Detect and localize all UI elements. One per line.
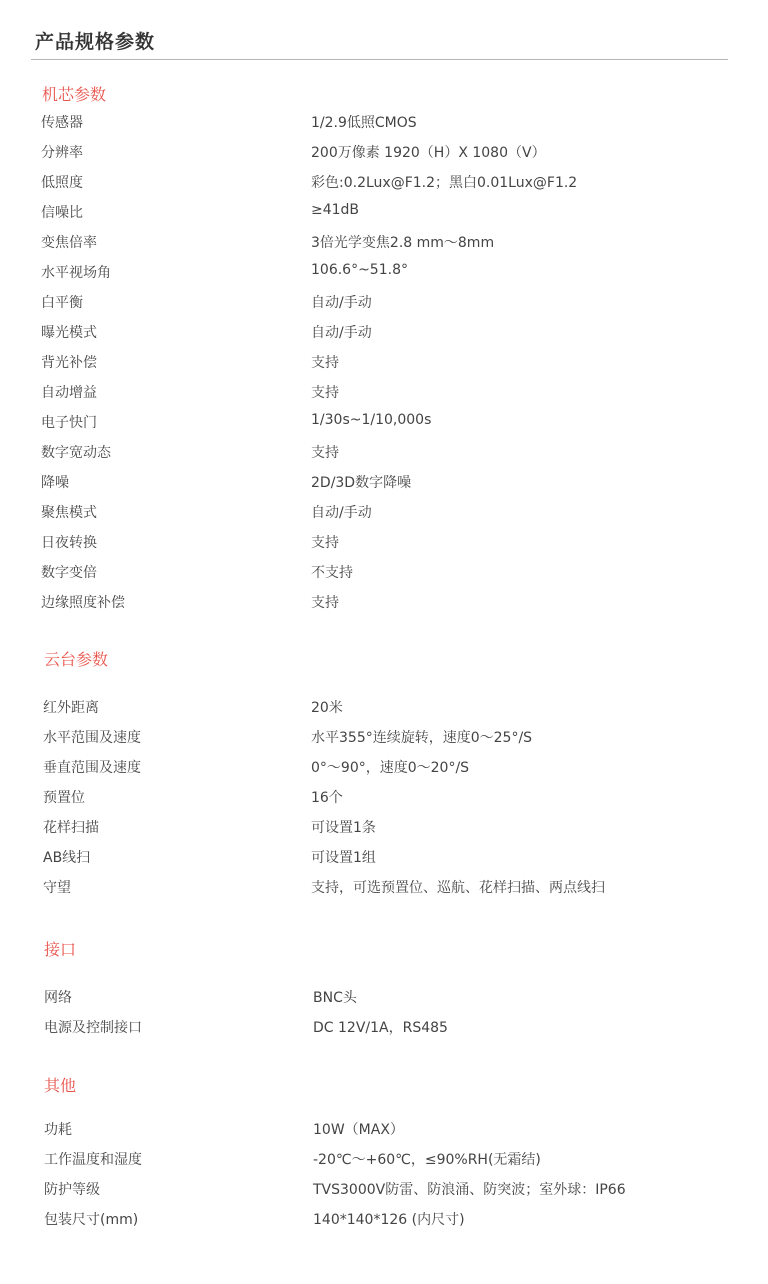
- spec-row: [44, 1179, 744, 1209]
- spec-label: 网络: [44, 990, 72, 1006]
- spec-row: [41, 412, 741, 442]
- spec-row: [41, 112, 741, 142]
- spec-row: [41, 472, 741, 502]
- spec-value: BNC头: [313, 990, 357, 1006]
- spec-value: 支持: [311, 385, 339, 401]
- spec-value: 支持: [311, 445, 339, 461]
- spec-value: 水平355°连续旋转，速度0～25°/S: [311, 730, 533, 746]
- spec-row: [41, 352, 741, 382]
- spec-label: 电源及控制接口: [44, 1020, 142, 1036]
- spec-value: 10W（MAX）: [313, 1122, 404, 1138]
- spec-row: [43, 697, 743, 727]
- spec-label: 防护等级: [44, 1182, 100, 1198]
- spec-row: [43, 727, 743, 757]
- spec-value: 可设置1组: [311, 850, 376, 866]
- spec-label: 预置位: [43, 790, 85, 806]
- spec-label: 分辨率: [41, 145, 83, 161]
- spec-label: 数字宽动态: [41, 445, 111, 461]
- spec-value: 支持: [311, 355, 339, 371]
- spec-row: [44, 987, 744, 1017]
- spec-label: 电子快门: [41, 415, 97, 431]
- spec-row: [41, 532, 741, 562]
- section-heading-other: 其他: [44, 1076, 77, 1095]
- spec-label: 垂直范围及速度: [43, 760, 141, 776]
- spec-label: 背光补偿: [41, 355, 97, 371]
- spec-row: [43, 787, 743, 817]
- spec-label: 花样扫描: [43, 820, 99, 836]
- spec-value: DC 12V/1A，RS485: [313, 1020, 448, 1036]
- spec-label: 包装尺寸(mm): [44, 1212, 139, 1228]
- spec-value: 支持: [311, 595, 339, 611]
- spec-value: 彩色:0.2Lux@F1.2；黑白0.01Lux@F1.2: [311, 175, 578, 191]
- spec-label: 水平范围及速度: [43, 730, 141, 746]
- spec-value: 140*140*126 (内尺寸): [313, 1212, 465, 1228]
- spec-label: 传感器: [41, 115, 83, 131]
- spec-value: 2D/3D数字降噪: [311, 475, 412, 491]
- spec-value: ≥41dB: [311, 202, 360, 218]
- spec-row: [41, 382, 741, 412]
- spec-value: 1/2.9低照CMOS: [311, 115, 417, 131]
- spec-value: 1/30s~1/10,000s: [311, 412, 432, 428]
- spec-row: [41, 442, 741, 472]
- spec-label: 工作温度和湿度: [44, 1152, 142, 1168]
- spec-row: [43, 847, 743, 877]
- spec-value: 自动/手动: [311, 505, 372, 521]
- spec-value: 支持: [311, 535, 339, 551]
- spec-row: [43, 757, 743, 787]
- spec-label: 曝光模式: [41, 325, 97, 341]
- spec-label: 守望: [43, 880, 71, 896]
- spec-row: [41, 142, 741, 172]
- section-heading-ptz: 云台参数: [44, 650, 109, 669]
- spec-value: 20米: [311, 700, 343, 716]
- title-divider: [31, 59, 728, 60]
- spec-row: [41, 502, 741, 532]
- spec-value: 106.6°~51.8°: [311, 262, 408, 278]
- spec-row: [41, 562, 741, 592]
- spec-row: [43, 877, 743, 907]
- spec-row: [44, 1017, 744, 1047]
- section-heading-interface: 接口: [44, 940, 77, 959]
- spec-label: 功耗: [44, 1122, 72, 1138]
- spec-label: 数字变倍: [41, 565, 97, 581]
- spec-label: AB线扫: [43, 850, 91, 866]
- spec-row: [41, 322, 741, 352]
- spec-value: 0°～90°，速度0～20°/S: [311, 760, 470, 776]
- spec-row: [41, 292, 741, 322]
- spec-row: [41, 232, 741, 262]
- spec-value: 支持，可选预置位、巡航、花样扫描、两点线扫: [311, 880, 605, 896]
- spec-row: [41, 202, 741, 232]
- section-heading-core: 机芯参数: [42, 85, 107, 104]
- spec-label: 降噪: [41, 475, 69, 491]
- page-title: 产品规格参数: [35, 31, 156, 53]
- spec-label: 边缘照度补偿: [41, 595, 125, 611]
- spec-row: [41, 172, 741, 202]
- spec-value: 自动/手动: [311, 325, 372, 341]
- spec-value: 16个: [311, 790, 343, 806]
- spec-label: 聚焦模式: [41, 505, 97, 521]
- spec-value: -20℃～+60℃，≤90%RH(无霜结): [313, 1152, 541, 1168]
- spec-value: 不支持: [311, 565, 353, 581]
- spec-label: 水平视场角: [41, 265, 111, 281]
- spec-label: 红外距离: [43, 700, 99, 716]
- spec-label: 信噪比: [41, 205, 83, 221]
- spec-row: [44, 1149, 744, 1179]
- spec-label: 低照度: [41, 175, 83, 191]
- spec-label: 日夜转换: [41, 535, 97, 551]
- spec-value: TVS3000V防雷、防浪涌、防突波；室外球：IP66: [313, 1182, 626, 1198]
- spec-value: 自动/手动: [311, 295, 372, 311]
- spec-value: 3倍光学变焦2.8 mm～8mm: [311, 235, 495, 251]
- spec-row: [44, 1209, 744, 1239]
- spec-row: [41, 262, 741, 292]
- spec-row: [44, 1119, 744, 1149]
- spec-value: 可设置1条: [311, 820, 376, 836]
- spec-label: 自动增益: [41, 385, 97, 401]
- spec-value: 200万像素 1920（H）X 1080（V）: [311, 145, 546, 161]
- spec-label: 白平衡: [41, 295, 83, 311]
- spec-row: [41, 592, 741, 622]
- spec-label: 变焦倍率: [41, 235, 97, 251]
- spec-row: [43, 817, 743, 847]
